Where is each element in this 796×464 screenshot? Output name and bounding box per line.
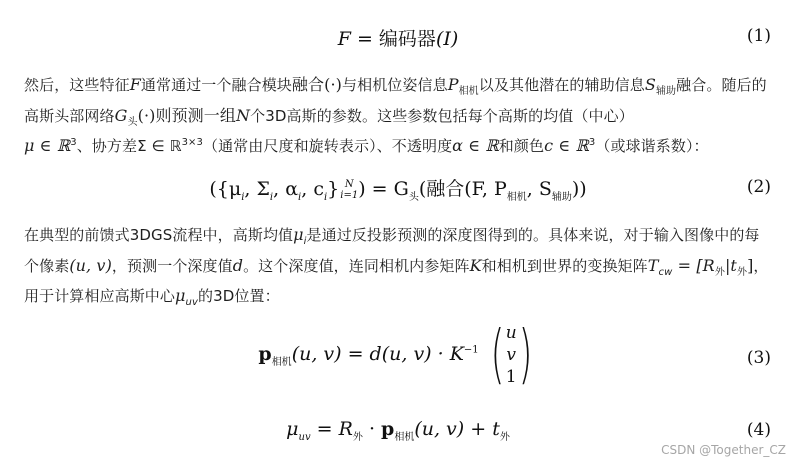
para1-text: 以及其他潜在的辅助信息 xyxy=(478,76,645,94)
eq2-range-sub: i=1 xyxy=(340,190,359,201)
equation-1-number: (1) xyxy=(746,26,771,46)
eq2-range-sup: N xyxy=(344,179,354,190)
eq2-S-sub: 辅助 xyxy=(551,191,572,203)
para2-R: [R xyxy=(696,255,715,275)
para1-G-sub: 头 xyxy=(127,116,138,128)
para1-text: （或球谐系数）： xyxy=(595,137,709,155)
para1-text: 与相机位姿信息 xyxy=(342,76,448,94)
para2-bracket: ] xyxy=(747,255,754,275)
vector-entry: 1 xyxy=(505,367,517,387)
para1-alpha: α ∈ ℝ xyxy=(452,136,499,155)
eq2-part: , S xyxy=(526,178,552,200)
equation-2 xyxy=(0,174,796,201)
para2-mu2: μ xyxy=(175,286,186,305)
eq2-part: (融合(F, P xyxy=(418,178,507,200)
para1-mu-sup: 3 xyxy=(70,137,77,148)
para2-text: 在典型的前馈式3DGS流程中，高斯均值 xyxy=(24,226,294,244)
para1-F: F xyxy=(129,75,141,94)
eq4-dot: · xyxy=(362,418,382,440)
para2-mu-sub: i xyxy=(303,236,307,247)
para1-P: P xyxy=(447,75,459,94)
para2-T-sub: cw xyxy=(658,266,673,278)
para2-text: ，预测一个深度值 xyxy=(111,256,233,275)
para1-text: (·)则预测一组 xyxy=(137,105,236,125)
para1-c: c ∈ ℝ xyxy=(544,136,589,155)
eq4-p: p xyxy=(381,418,395,440)
vector-entry: u xyxy=(505,323,517,343)
para2-equals: = xyxy=(672,255,697,275)
eq2-G-sub: 头 xyxy=(408,191,419,203)
equation-3 xyxy=(0,318,796,392)
eq1-function: 编码器 xyxy=(378,28,436,50)
para1-text: 然后，这些特征 xyxy=(24,76,130,94)
eq4-mu-sub: uv xyxy=(298,431,311,443)
eq1-arg: (I) xyxy=(435,28,459,50)
eq2-part: , c xyxy=(301,178,324,200)
para1-text: （通常由尺度和旋转表示）、不透明度 xyxy=(202,137,453,155)
equation-4-number: (4) xyxy=(746,420,771,440)
eq4-R-sub: 外 xyxy=(352,431,363,443)
para2-d: d xyxy=(232,255,244,275)
eq3-p-sub: 相机 xyxy=(271,356,292,368)
para1-text: 个3D高斯的参数。这些参数包括每个高斯的均值（中心） xyxy=(250,106,634,125)
eq3-K-sup: −1 xyxy=(463,344,479,356)
para2-uv: (u, v) xyxy=(69,255,112,275)
equation-4 xyxy=(0,418,796,443)
para2-text: 的3D位置： xyxy=(197,287,280,305)
eq4-t-sub: 外 xyxy=(499,431,510,443)
para1-text: 通常通过一个融合模块 xyxy=(140,76,292,94)
para1-mu: μ ∈ ℝ xyxy=(24,136,71,155)
eq2-part: ({μ xyxy=(209,178,242,200)
eq1-equals: = xyxy=(356,28,373,50)
eq2-P-sub: 相机 xyxy=(506,191,527,203)
para2-t-sub: 外 xyxy=(736,266,748,278)
para1-text: 、协方差Σ ∈ ℝ xyxy=(76,137,182,155)
para2-text: ，用于计算相应高斯中心 xyxy=(24,256,769,305)
eq2-part: } xyxy=(327,178,340,200)
para1-N: N xyxy=(235,105,251,125)
right-paren: ) xyxy=(518,318,532,392)
eq2-sub: i xyxy=(269,191,274,203)
para1-fuse: 融合(·) xyxy=(291,75,342,94)
para2-K: K xyxy=(469,255,482,275)
para1-sigma-sup: 3×3 xyxy=(181,137,203,148)
eq2-part: ) = G xyxy=(358,178,409,200)
eq3-rhs: (u, v) = d(u, v) · K xyxy=(291,343,464,365)
eq2-part: )) xyxy=(571,178,587,200)
eq2-part: , α xyxy=(273,178,299,200)
para1-S-sub: 辅助 xyxy=(655,86,677,97)
para1-c-sup: 3 xyxy=(588,137,596,148)
eq4-mu: μ xyxy=(286,418,299,440)
para1-text: 和颜色 xyxy=(498,137,545,155)
para2-text: 是通过反投影预测的深度图得到的。具体来说，对于输入图像中的每个像素 xyxy=(24,226,760,275)
para2-text: 。这个深度值，连同相机内参矩阵 xyxy=(243,256,470,275)
eq2-sub: i xyxy=(298,191,302,203)
para1-P-sub: 相机 xyxy=(458,86,479,97)
para2-mu2-sub: uv xyxy=(185,297,198,308)
para1-G: G xyxy=(114,105,128,125)
para1-S: S xyxy=(644,75,656,94)
eq3-p: p xyxy=(258,343,272,365)
equation-1 xyxy=(0,24,796,51)
paragraph-2 xyxy=(24,220,774,312)
left-paren: ( xyxy=(490,318,505,392)
eq4-p-sub: 相机 xyxy=(394,431,415,443)
eq3-vector xyxy=(485,318,538,392)
eq2-sub: i xyxy=(241,191,245,203)
paragraph-1 xyxy=(24,70,774,162)
eq4-rest: (u, v) + t xyxy=(414,418,500,440)
eq2-part: , Σ xyxy=(244,178,270,200)
equation-2-number: (2) xyxy=(746,177,771,197)
para1-text: 融合。随后的高斯头部网络 xyxy=(24,76,767,125)
para2-text: 和相机到世界的变换矩阵 xyxy=(481,256,648,275)
watermark: CSDN @Together_CZ xyxy=(661,443,786,457)
eq4-R: = R xyxy=(310,418,353,440)
para2-T: T xyxy=(647,255,659,275)
equation-3-number: (3) xyxy=(746,348,771,368)
para2-R-sub: 外 xyxy=(714,266,725,278)
para2-mu: μ xyxy=(293,225,304,244)
vector-entry: v xyxy=(506,345,516,365)
eq2-sub: i xyxy=(323,191,328,203)
para2-t: |t xyxy=(724,255,737,275)
eq1-lhs: F xyxy=(337,28,351,50)
